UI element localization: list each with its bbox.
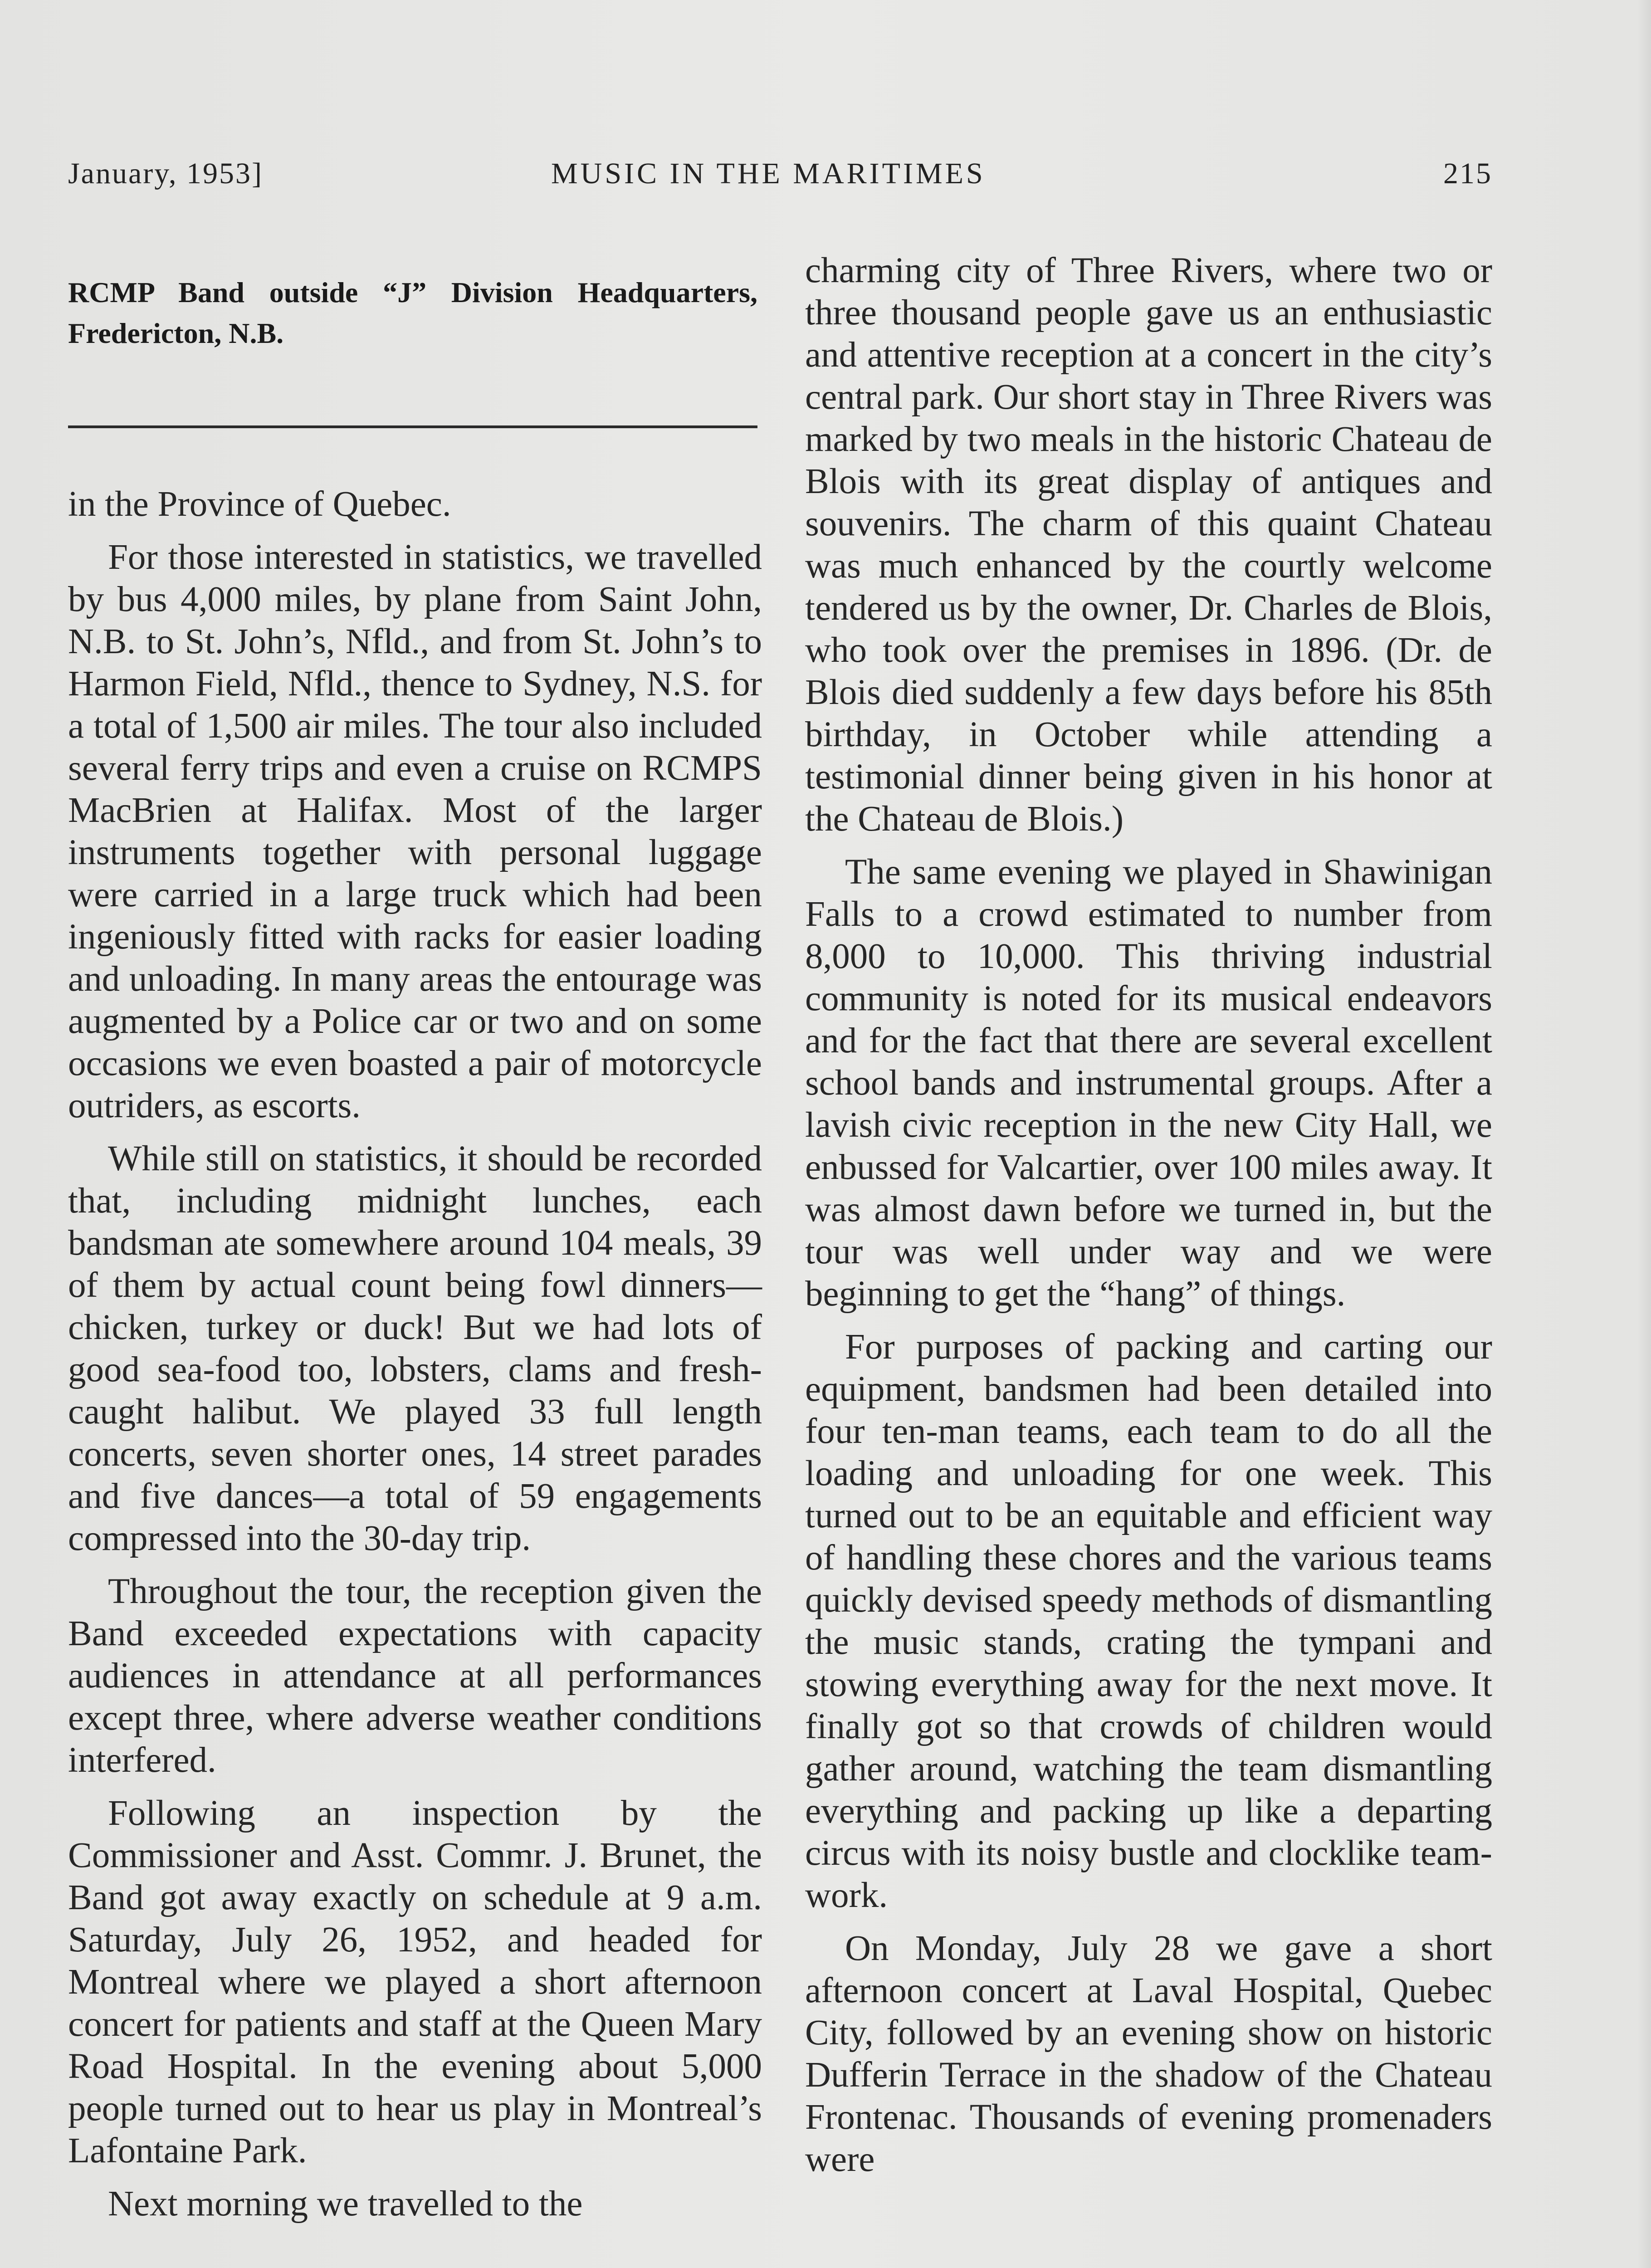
paragraph: Following an inspection by the Commissioner and Asst. Commr. J. Brunet, the Band got away exactly on schedule at 9 a.m. Saturday, July 26, 1952, and headed for Montreal where we played a short afternoon concert for patients and staff at the Queen Mary Road Hospital. In the evening about 5,000 people turned out to hear us play in Montreal’s Lafontaine Park. (68, 1794, 762, 2170)
paragraph: For purposes of packing and carting our equipment, bandsmen had been detailed into four ten-man teams, each team to do all the loading and unloading for one week. This turned out to be an equitable and efficient way of handling these chores and the various teams quickly devised speedy methods of dismantling the music stands, crating the tympani and stowing everything away for the next move. It finally got so that crowds of children would gather around, watching the team dismantling everything and packing up like a departing circus with its noisy bustle and clocklike team-work. (805, 1327, 1492, 1915)
caption-divider (68, 425, 757, 428)
photo-caption: RCMP Band outside “J” Division Headquarters, Fredericton, N.B. (68, 276, 757, 349)
page-number: 215 (1443, 157, 1492, 190)
paragraph: charming city of Three Rivers, where two or three thousand people gave us an enthusiastic and attentive reception at a concert in the city’s central park. Our short stay in Three Rivers was marked by two meals in the historic Chateau de Blois with its great display of antiques and souvenirs. The charm of this quaint Chateau was much enhanced by the courtly welcome tendered us by the owner, Dr. Charles de Blois, who took over the premises in 1896. (Dr. de Blois died suddenly a few days before his 85th birthday, in October while attending a testimonial dinner being given in his honor at the Chateau de Blois.) (805, 251, 1492, 839)
paragraph: On Monday, July 28 we gave a short afternoon concert at Laval Hospital, Quebec City, followed by an evening show on historic Dufferin Terrace in the shadow of the Chateau Frontenac. Thousands of evening promenaders were (805, 1929, 1492, 2179)
paragraph: The same evening we played in Shawinigan Falls to a crowd estimated to number from 8,000 to 10,000. This thriving industrial community is noted for its musical endeavors and for the fact that there are several excellent school bands and instrumental groups. After a lavish civic reception in the new City Hall, we enbussed for Valcartier, over 100 miles away. It was almost dawn before we turned in, but the tour was well under way and we were beginning to get the “hang” of things. (805, 852, 1492, 1314)
paragraph: Throughout the tour, the reception given the Band exceeded expectations with capacity audiences in attendance at all performances except three, where adverse weather conditions interfered. (68, 1572, 762, 1780)
header-date: January, 1953] (68, 157, 263, 190)
paragraph: in the Province of Quebec. (68, 484, 451, 524)
running-head (68, 156, 1492, 197)
paragraph: While still on statistics, it should be recorded that, including midnight lunches, each bandsman ate somewhere around 104 meals, 39 of them by actual count being fowl dinners—chicken, turkey or duck! But we had lots of good sea-food too, lobsters, clams and fresh-caught halibut. We played 33 full length concerts, seven shorter ones, 14 street parades and five dances—a total of 59 engagements compressed into the 30-day trip. (68, 1139, 762, 1558)
left-column (68, 483, 762, 2236)
paragraph: For those interested in statistics, we travelled by bus 4,000 miles, by plane from Saint John, N.B. to St. John’s, Nfld., and from St. John’s to Harmon Field, Nfld., thence to Sydney, N.S. for a total of 1,500 air miles. The tour also included several ferry trips and even a cruise on RCMPS MacBrien at Halifax. Most of the larger instruments together with personal luggage were carried in a large truck which had been ingeniously fitted with racks for easier loading and unloading. In many areas the entourage was augmented by a Police car or two and on some occasions we even boasted a pair of motorcycle outriders, as escorts. (68, 538, 762, 1125)
page-edge-shadow (1637, 0, 1651, 2268)
header-title: MUSIC IN THE MARITIMES (551, 157, 986, 190)
right-column (805, 249, 1492, 2191)
paragraph: Next morning we travelled to the (108, 2184, 583, 2224)
